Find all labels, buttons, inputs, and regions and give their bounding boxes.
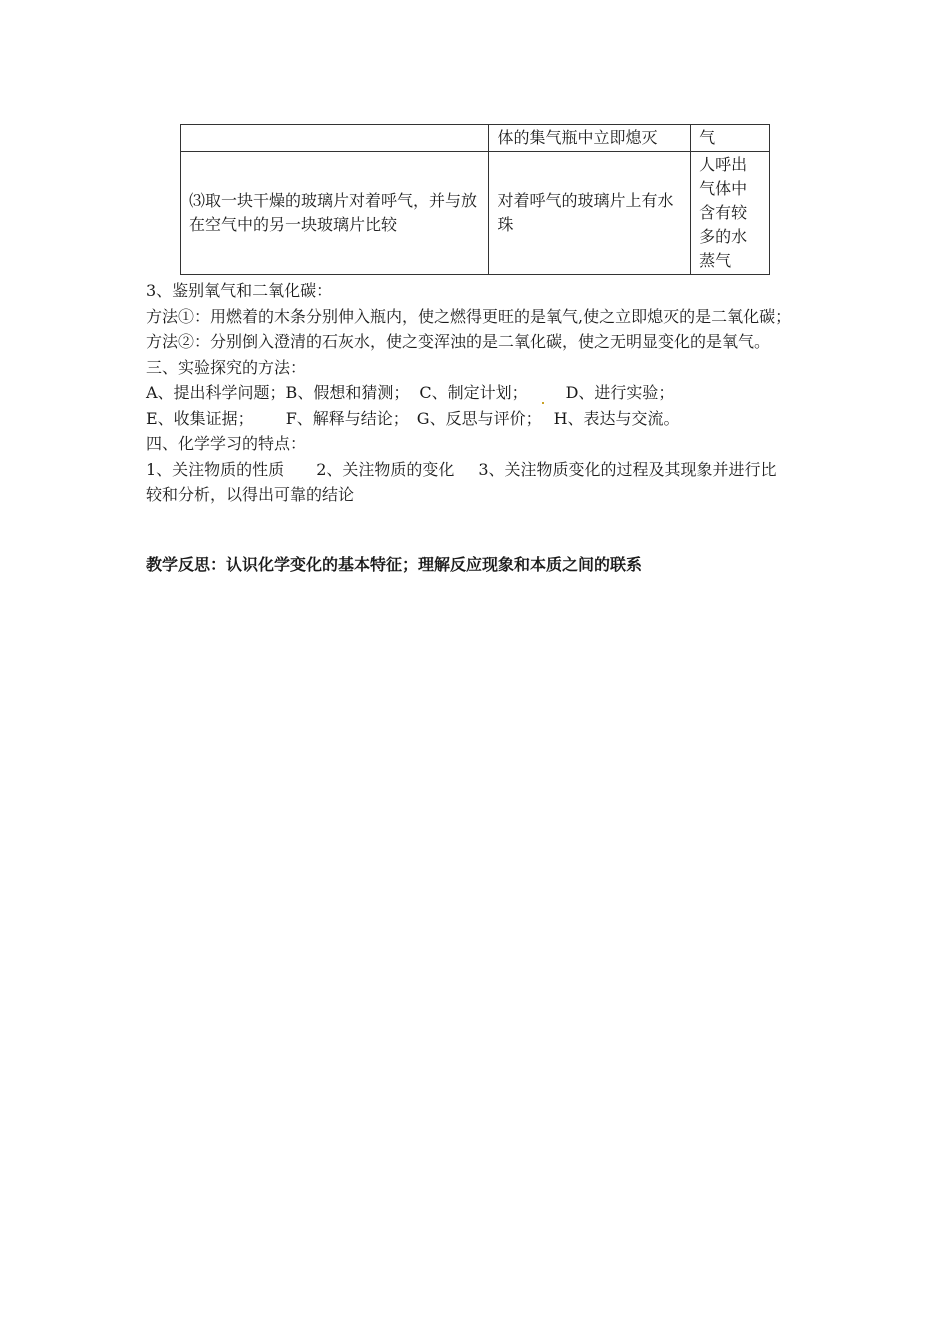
table-cell-operation: ⑶取一块干燥的玻璃片对着呼气，并与放在空气中的另一块玻璃片比较 [181, 152, 489, 275]
method-2: 方法②：分别倒入澄清的石灰水，使之变浑浊的是二氧化碳，使之无明显变化的是氧气。 [146, 332, 771, 351]
part3-line2 [146, 406, 846, 432]
part4-line1 [146, 457, 846, 483]
table-cell-conclusion: 气 [691, 125, 770, 152]
feature-2: 2、关注物质的变化 [316, 459, 455, 479]
table-row [181, 125, 770, 152]
section3-heading: 3、鉴别氧气和二氧化碳： [146, 281, 333, 300]
part3-line1 [146, 380, 846, 406]
feature-1: 1、关注物质的性质 [146, 459, 285, 479]
step-a-b: A、提出科学问题；B、假想和猜测； [146, 383, 410, 402]
part4-line2: 较和分析，以得出可靠的结论 [146, 485, 355, 504]
step-c: C、制定计划； [419, 383, 528, 402]
step-g: G、反思与评价； [416, 408, 542, 428]
table-cell-operation [181, 125, 489, 152]
step-e: E、收集证据； [146, 408, 254, 428]
teaching-reflection: 教学反思：认识化学变化的基本特征；理解反应现象和本质之间的联系 [146, 555, 643, 574]
part4-heading: 四、化学学习的特点： [146, 434, 307, 453]
step-d: D、进行实验； [565, 383, 675, 402]
document-body [146, 278, 846, 508]
stray-dot-mark [542, 402, 544, 404]
experiment-table [180, 124, 770, 275]
method-1: 方法①：用燃着的木条分别伸入瓶内，使之燃得更旺的是氧气,使之立即熄灭的是二氧化碳； [146, 306, 792, 326]
feature-3: 3、关注物质变化的过程及其现象并进行比 [478, 459, 777, 479]
step-h: H、表达与交流。 [553, 408, 680, 428]
table-cell-conclusion: 人呼出气体中含有较多的水蒸气 [691, 152, 770, 275]
table-cell-phenomenon: 对着呼气的玻璃片上有水珠 [489, 152, 691, 275]
part3-heading: 三、实验探究的方法： [146, 357, 307, 377]
table-cell-phenomenon: 体的集气瓶中立即熄灭 [489, 125, 691, 152]
table-row [181, 152, 770, 275]
step-f: F、解释与结论； [285, 408, 409, 428]
